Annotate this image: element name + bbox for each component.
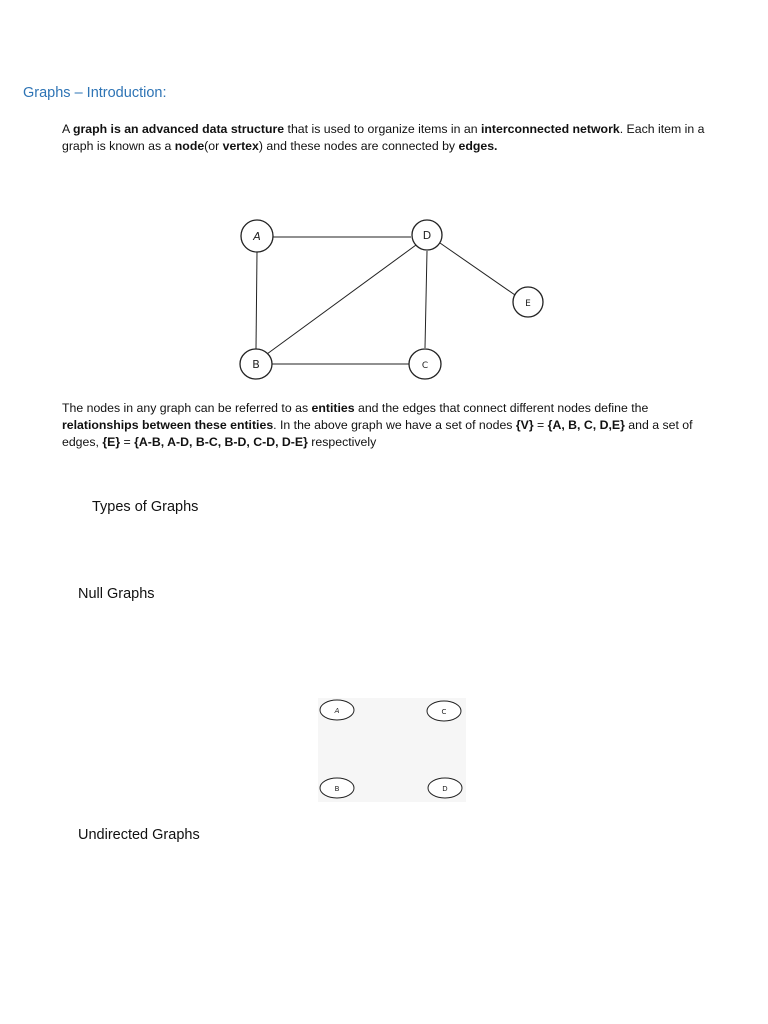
entities-bold-1: entities [311,401,355,415]
intro-bold-5: edges. [458,139,498,153]
node-label-c: C [421,361,429,371]
intro-text-5: ) and these nodes are connected by [258,139,459,153]
entities-text-5: and a set of edges, [62,418,693,449]
entities-bold-5: {E} [102,435,121,449]
entities-text-1: The nodes in any graph can be referred to as [62,401,312,415]
node-label-a: A [253,230,261,243]
intro-bold-1: graph is an advanced data structure [72,122,285,136]
entities-bold-3: {V} [515,418,534,432]
intro-text-4: (or [204,139,223,153]
entities-bold-6: {A-B, A-D, B-C, B-D, C-D, D-E} [134,435,308,449]
null-node-label-b: B [334,785,340,793]
node-label-d: D [422,229,432,242]
null-node-label-d: D [442,785,448,793]
page-title: Graphs – Introduction: [23,85,167,101]
intro-text-1: A [62,122,73,136]
node-label-e: E [525,299,531,309]
intro-text-2: that is used to organize items in an [284,122,481,136]
intro-bold-4: vertex [222,139,259,153]
entities-text-2: and the edges that connect different nodes define the [354,401,649,415]
entities-text-4: = [533,418,548,432]
intro-bold-3: node [174,139,205,153]
types-of-graphs-heading: Types of Graphs [92,499,199,515]
entities-bold-4: {A, B, C, D,E} [547,418,625,432]
null-node-label-c: C [441,708,447,716]
undirected-graphs-heading: Undirected Graphs [78,827,200,843]
entities-text-3: . In the above graph we have a set of nodes [273,418,516,432]
node-label-b: B [252,358,260,371]
entities-bold-2: relationships between these entities [62,418,274,432]
null-graphs-heading: Null Graphs [78,586,155,602]
entities-text-6: = [120,435,135,449]
intro-bold-2: interconnected network [480,122,620,136]
intro-text-3: . Each item in a graph is known as a [62,122,705,153]
null-node-label-a: A [334,707,340,715]
entities-text-7: respectively [307,435,377,449]
